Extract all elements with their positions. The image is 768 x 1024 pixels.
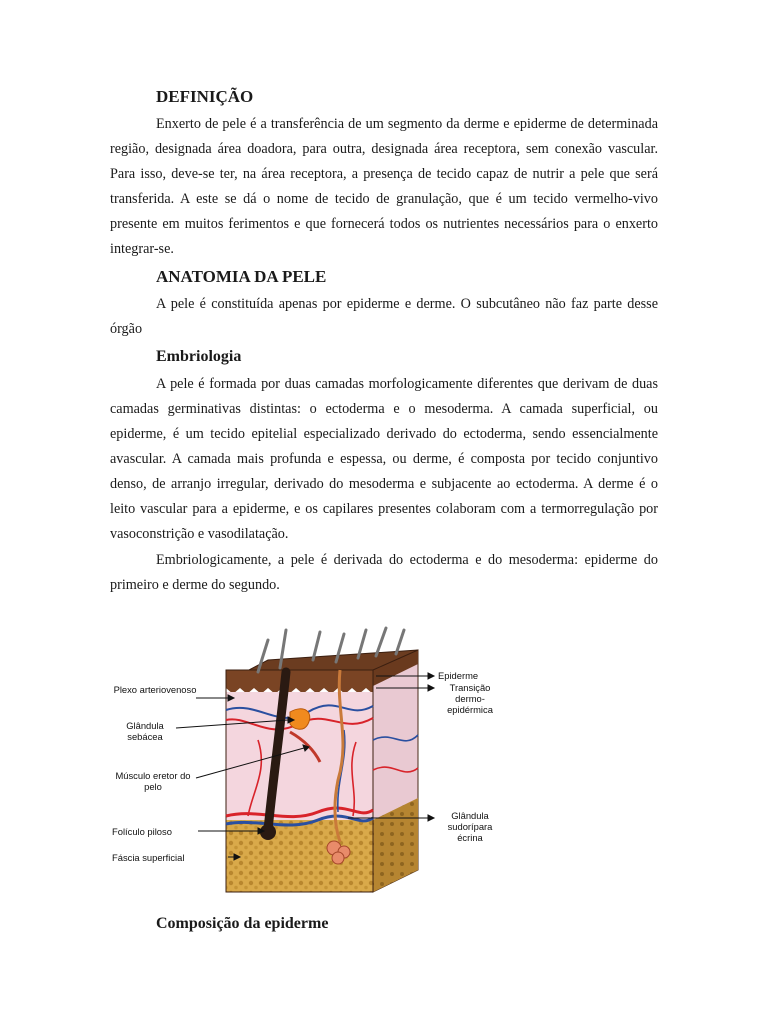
paragraph-embriologia-1: A pele é formada por duas camadas morfologicamente diferentes que derivam de duas camadas germinativas distintas: o ectoderma e o mesoderma. A camada superficial, ou epiderme, é um tecido epitelial especializado derivado do ectoderma, sendo essencialmente avascular. A camada mais profunda e espessa, ou derme, é composta por tecido conjuntivo denso, de arranjo irregular, derivado do mesoderma e subjacente ao ectoderma. A derme é o leito vascular para a epiderme, e os capilares presentes colaboram com a termorregulação por vasoconstrição e vasodilatação. — [110, 376, 658, 542]
section-title-composicao: Composição da epiderme — [156, 915, 329, 932]
skin-anatomy-figure — [108, 620, 508, 900]
label-fascia-superficial: Fáscia superficial — [112, 852, 185, 863]
section-title-embriologia: Embriologia — [156, 348, 242, 365]
label-glandula-sebacea: Glândula sebácea — [126, 720, 164, 742]
paragraph-anatomia: A pele é constituída apenas por epiderme e derme. O subcutâneo não faz parte desse órgão — [110, 296, 658, 337]
label-glandula-sudoripara: Glândula sudorípara écrina — [447, 810, 493, 843]
section-title-anatomia: ANATOMIA DA PELE — [156, 267, 327, 286]
label-foliculo-piloso: Folículo piloso — [112, 826, 172, 837]
label-plexo-arteriovenoso: Plexo arteriovenoso — [113, 684, 197, 695]
section-title-definicao: DEFINIÇÃO — [156, 87, 254, 106]
label-musculo-eretor: Músculo eretor do pelo — [115, 770, 191, 792]
paragraph-definicao: Enxerto de pele é a transferência de um segmento da derme e epiderme de determinada região, designada área doadora, para outra, designada área receptora, sem conexão vascular. Para isso, deve-se ter, na área receptora, a presença de tecido capaz de nutrir a pele que será transferida. A este se dá o nome de tecido de granulação, que é um tecido vermelho-vivo presente em muitos ferimentos e que fornecerá todos os nutrientes necessários para o enxerto integrar-se. — [110, 116, 658, 257]
paragraph-embriologia-2: Embriologicamente, a pele é derivada do ectoderma e do mesoderma: epiderme do primeiro e derme do segundo. — [110, 552, 658, 593]
label-transicao-dermo-epidermica: Transição dermo-epidérmica — [447, 682, 493, 715]
label-epiderme: Epiderme — [438, 670, 479, 681]
